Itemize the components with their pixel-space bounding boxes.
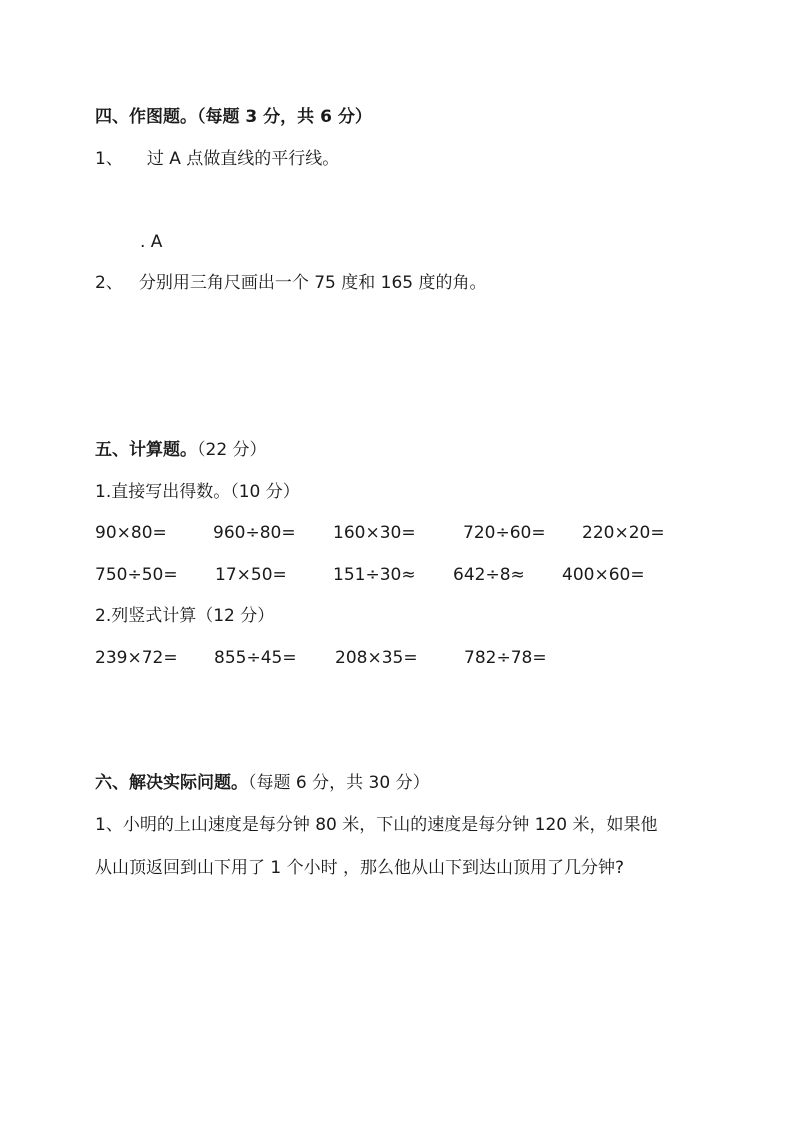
question-4-2 bbox=[95, 271, 487, 295]
section-6-title: 六、解决实际问题。 bbox=[95, 773, 248, 793]
calc-item: 960÷80= bbox=[213, 523, 296, 543]
part-title: 2.列竖式计算 bbox=[95, 606, 197, 626]
section-6-note: （每题 6 分，共 30 分） bbox=[248, 773, 430, 793]
calc-item: 239×72= bbox=[95, 648, 178, 668]
part-note: （12 分） bbox=[196, 606, 275, 626]
section-5-note: （22 分） bbox=[197, 440, 267, 460]
part-5-1-heading bbox=[95, 480, 300, 504]
point-a-label: . A bbox=[140, 232, 163, 252]
section-4-title: 四、作图题。 bbox=[95, 107, 197, 127]
calc-item: 720÷60= bbox=[463, 523, 546, 543]
question-text: 过 A 点做直线的平行线。 bbox=[146, 149, 340, 169]
calc-item: 17×50= bbox=[215, 565, 287, 585]
part-note: （10 分） bbox=[230, 482, 300, 502]
calc-item: 151÷30≈ bbox=[333, 565, 416, 585]
section-4-note: （每题 3 分，共 6 分） bbox=[197, 107, 372, 127]
section-5-title: 五、计算题。 bbox=[95, 440, 197, 460]
calc-item: 642÷8≈ bbox=[453, 565, 525, 585]
question-number: 1、 bbox=[95, 149, 123, 169]
question-number: 2、 bbox=[95, 273, 123, 293]
question-4-1 bbox=[95, 147, 339, 171]
part-title: 1.直接写出得数。 bbox=[95, 482, 231, 502]
calc-item: 782÷78= bbox=[464, 648, 547, 668]
calc-item: 855÷45= bbox=[214, 648, 297, 668]
calc-item: 400×60= bbox=[562, 565, 645, 585]
section-6-heading bbox=[95, 771, 430, 795]
question-text: 分别用三角尺画出一个 75 度和 165 度的角。 bbox=[138, 273, 487, 293]
calc-item: 208×35= bbox=[335, 648, 418, 668]
part-5-2-heading bbox=[95, 604, 274, 628]
section-4-heading bbox=[95, 105, 372, 129]
calc-item: 160×30= bbox=[333, 523, 416, 543]
question-6-1-line-1: 1、小明的上山速度是每分钟 80 米，下山的速度是每分钟 120 米，如果他 bbox=[95, 815, 658, 835]
calc-item: 220×20= bbox=[582, 523, 665, 543]
question-6-1-line-2: 从山顶返回到山下用了 1 个小时 ，那么他从山下到达山顶用了几分钟? bbox=[95, 858, 625, 878]
section-5-heading bbox=[95, 438, 267, 462]
calc-item: 750÷50= bbox=[95, 565, 178, 585]
calc-item: 90×80= bbox=[95, 523, 167, 543]
